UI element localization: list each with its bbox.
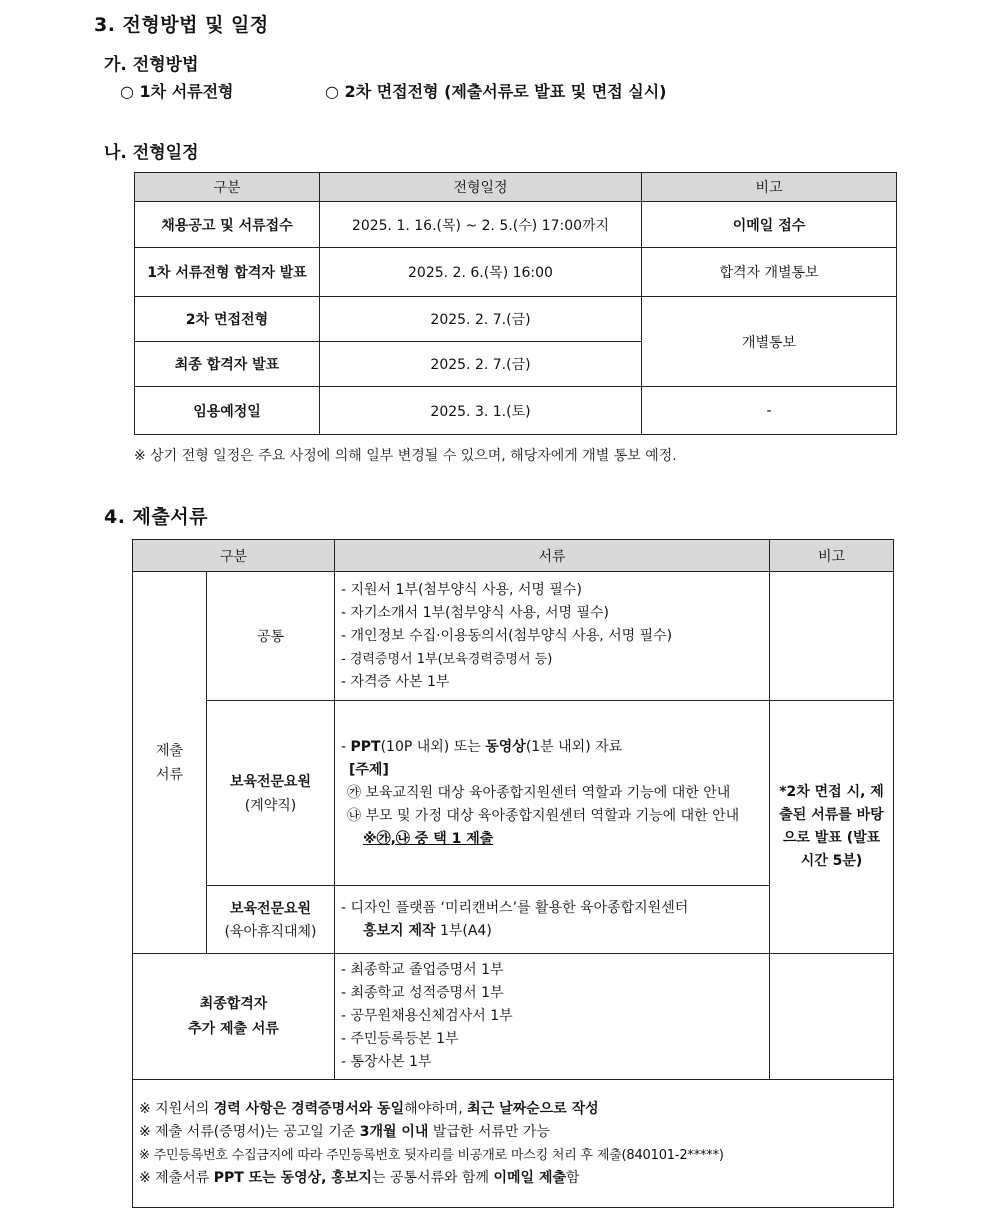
text: 경력 사항은 경력증명서와 동일	[213, 1100, 405, 1117]
leave-line1: - 디자인 플랫폼 ‘미리캔버스’를 활용한 육아종합지원센터	[341, 899, 689, 916]
schedule-note: -	[642, 387, 897, 435]
documents-header-category: 구분	[133, 540, 335, 572]
schedule-row	[135, 248, 897, 297]
schedule-date: 2025. 3. 1.(토)	[320, 387, 642, 435]
common-remark	[770, 572, 894, 701]
list-item: - 주민등록등본 1부	[341, 1031, 459, 1047]
schedule-category: 채용공고 및 서류접수	[135, 202, 320, 248]
leave-sublabel: (육아휴직대체)	[224, 924, 317, 940]
schedule-table	[134, 172, 897, 435]
text: -	[341, 738, 351, 755]
schedule-date: 2025. 2. 6.(목) 16:00	[320, 248, 642, 297]
topic-item-b: ㉯ 부모 및 가정 대상 육아종합지원센터 역할과 기능에 대한 안내	[347, 807, 740, 824]
section3-title: 3. 전형방법 및 일정	[94, 14, 269, 36]
documents-table	[132, 539, 894, 1208]
text: 3개월 이내	[359, 1123, 429, 1140]
contract-documents	[335, 701, 770, 886]
note-4	[139, 1167, 887, 1190]
schedule-header-date: 전형일정	[320, 173, 642, 202]
schedule-category: 최종 합격자 발표	[135, 342, 320, 387]
leave-documents	[335, 886, 770, 954]
final-label: 최종합격자 추가 제출 서류	[133, 954, 335, 1080]
schedule-category: 1차 서류전형 합격자 발표	[135, 248, 320, 297]
schedule-date: 2025. 2. 7.(금)	[320, 297, 642, 342]
text: (10P 내외) 또는	[380, 738, 486, 755]
schedule-category: 임용예정일	[135, 387, 320, 435]
ppt-label: PPT	[350, 738, 381, 755]
documents-header-documents: 서류	[335, 540, 770, 572]
text: ※ 제출 서류(증명서)는 공고일 기준	[139, 1123, 360, 1140]
text: 이메일 제출	[493, 1169, 566, 1186]
common-label: 공통	[207, 572, 335, 701]
note-2	[139, 1121, 887, 1144]
schedule-title: 나. 전형일정	[104, 143, 199, 163]
schedule-row	[135, 387, 897, 435]
list-item: - 통장사본 1부	[341, 1054, 432, 1070]
list-item: - 최종학교 성적증명서 1부	[341, 985, 504, 1001]
leave-line2-bold: 홍보지 제작	[363, 922, 436, 939]
common-documents	[335, 572, 770, 701]
note-3: ※ 주민등록번호 수집금지에 따라 주민등록번호 뒷자리를 비공개로 마스킹 처리 후 제출(840101-2*****)	[139, 1147, 724, 1163]
group-label-documents: 제출 서류	[133, 572, 207, 954]
section4-title: 4. 제출서류	[104, 506, 208, 528]
documents-notes	[133, 1080, 894, 1208]
text: (1분 내외) 자료	[525, 738, 623, 755]
text: ※ 지원서의	[139, 1100, 214, 1117]
documents-header-note: 비고	[770, 540, 894, 572]
note-1	[139, 1098, 887, 1121]
schedule-category: 2차 면접전형	[135, 297, 320, 342]
presentation-remark: *2차 면접 시, 제출된 서류를 바탕으로 발표 (발표시간 5분)	[770, 701, 894, 954]
text: 함	[566, 1169, 580, 1186]
list-item: - 개인정보 수집·이용동의서(첨부양식 사용, 서명 필수)	[341, 627, 673, 644]
text: 발급한 서류만 가능	[428, 1123, 550, 1140]
list-item: - 공무원채용신체검사서 1부	[341, 1008, 513, 1024]
contract-label: 보육전문요원	[229, 774, 312, 790]
final-remark	[770, 954, 894, 1080]
schedule-footnote: ※ 상기 전형 일정은 주요 사정에 의해 일부 변경될 수 있으며, 해당자에게 개별 통보 예정.	[134, 448, 677, 464]
schedule-note: 합격자 개별통보	[642, 248, 897, 297]
schedule-date: 2025. 2. 7.(금)	[320, 342, 642, 387]
topic-item-a: ㉮ 보육교직원 대상 육아종합지원센터 역할과 기능에 대한 안내	[347, 784, 731, 801]
schedule-row	[135, 202, 897, 248]
choose-note: ※㉮,㉯ 중 택 1 제출	[363, 830, 494, 847]
list-item: - 자격증 사본 1부	[341, 673, 450, 690]
text: 최근 날짜순으로 작성	[467, 1100, 599, 1117]
list-item: - 최종학교 졸업증명서 1부	[341, 962, 504, 978]
list-item: - 지원서 1부(첨부양식 사용, 서명 필수)	[341, 581, 582, 598]
topic-label: [주제]	[349, 761, 389, 778]
text: ※ 제출서류	[139, 1169, 214, 1186]
list-item: - 자기소개서 1부(첨부양식 사용, 서명 필수)	[341, 604, 609, 621]
schedule-merged-note: 개별통보	[642, 297, 897, 387]
schedule-date: 2025. 1. 16.(목) ~ 2. 5.(수) 17:00까지	[320, 202, 642, 248]
leave-label: 보육전문요원	[229, 901, 312, 917]
method-option-1: ○ 1차 서류전형	[120, 82, 234, 101]
schedule-note: 이메일 접수	[642, 202, 897, 248]
schedule-header-note: 비고	[642, 173, 897, 202]
leave-line2-rest: 1부(A4)	[435, 922, 492, 939]
text: PPT 또는 동영상, 홍보지	[213, 1169, 372, 1186]
list-item: - 경력증명서 1부(보육경력증명서 등)	[341, 651, 553, 667]
text: 해야하며,	[404, 1100, 468, 1117]
leave-label-cell	[207, 886, 335, 954]
schedule-header-category: 구분	[135, 173, 320, 202]
final-documents	[335, 954, 770, 1080]
contract-line1	[341, 736, 763, 759]
schedule-row	[135, 297, 897, 342]
contract-label-cell	[207, 701, 335, 886]
video-label: 동영상	[485, 738, 526, 755]
contract-sublabel: (계약직)	[244, 798, 297, 814]
text: 는 공통서류와 함께	[371, 1169, 494, 1186]
method-option-2: ○ 2차 면접전형 (제출서류로 발표 및 면접 실시)	[325, 82, 667, 101]
method-title: 가. 전형방법	[104, 55, 199, 75]
